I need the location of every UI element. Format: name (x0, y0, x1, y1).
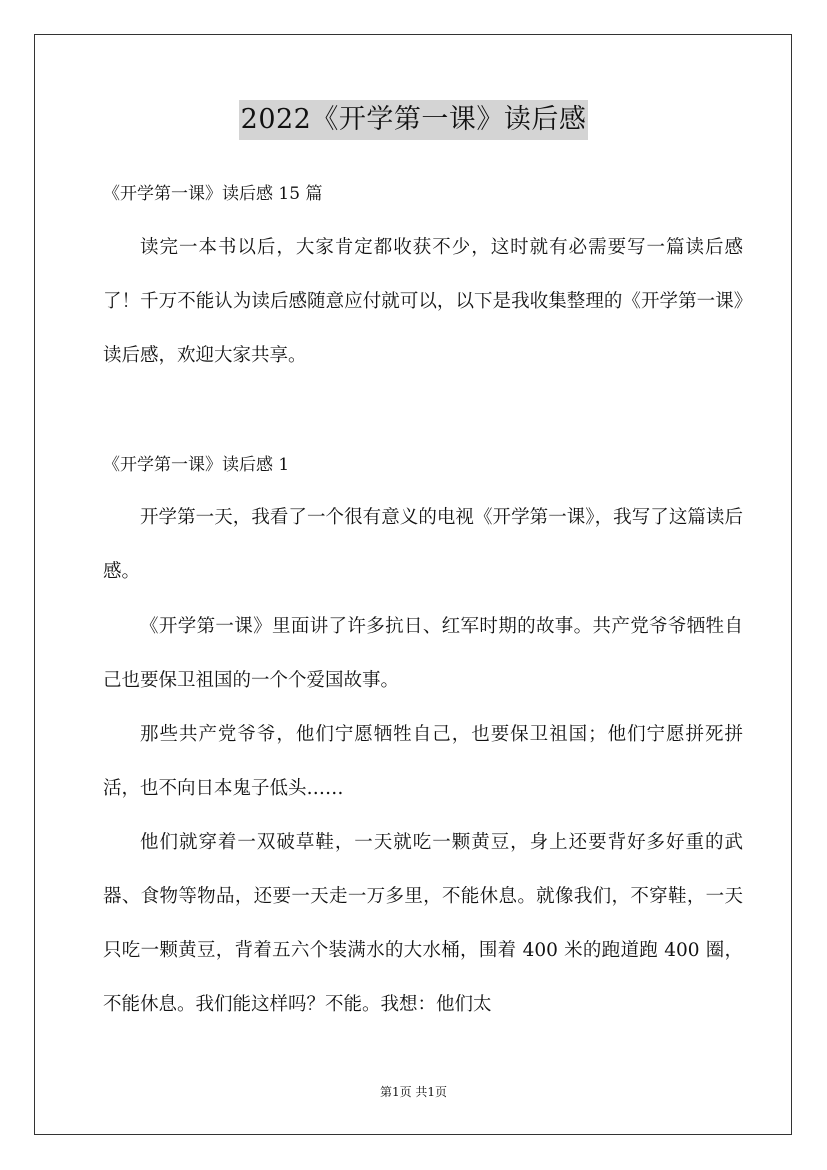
intro-paragraph: 读完一本书以后，大家肯定都收获不少，这时就有必需要写一篇读后感了！千万不能认为读后感随意应付就可以，以下是我收集整理的《开学第一课》读后感，欢迎大家共享。 (103, 237, 743, 366)
body-paragraph-3: 那些共产党爷爷，他们宁愿牺牲自己，也要保卫祖国；他们宁愿拼死拼活，也不向日本鬼子低头…… (103, 724, 743, 799)
body-paragraph-1: 开学第一天，我看了一个很有意义的电视《开学第一课》，我写了这篇读后感。 (103, 507, 743, 582)
section-heading: 《开学第一课》读后感 1 (103, 455, 290, 475)
title-container (0, 100, 827, 140)
document-subtitle: 《开学第一课》读后感 15 篇 (103, 184, 323, 204)
body-paragraph-2: 《开学第一课》里面讲了许多抗日、红军时期的故事。共产党爷爷牺牲自己也要保卫祖国的一个个爱国故事。 (103, 616, 743, 691)
page-footer: 第1页 共1页 (379, 1085, 448, 1099)
document-title: 2022《开学第一课》读后感 (239, 100, 589, 140)
body-paragraph-4: 他们就穿着一双破草鞋，一天就吃一颗黄豆，身上还要背好多好重的武器、食物等物品，还要一天走一万多里，不能休息。就像我们，不穿鞋，一天只吃一颗黄豆，背着五六个装满水的大水桶，围着 400 米的跑道跑 400 圈，不能休息。我们能这样吗？不能。我想：他们太 (103, 832, 743, 1015)
